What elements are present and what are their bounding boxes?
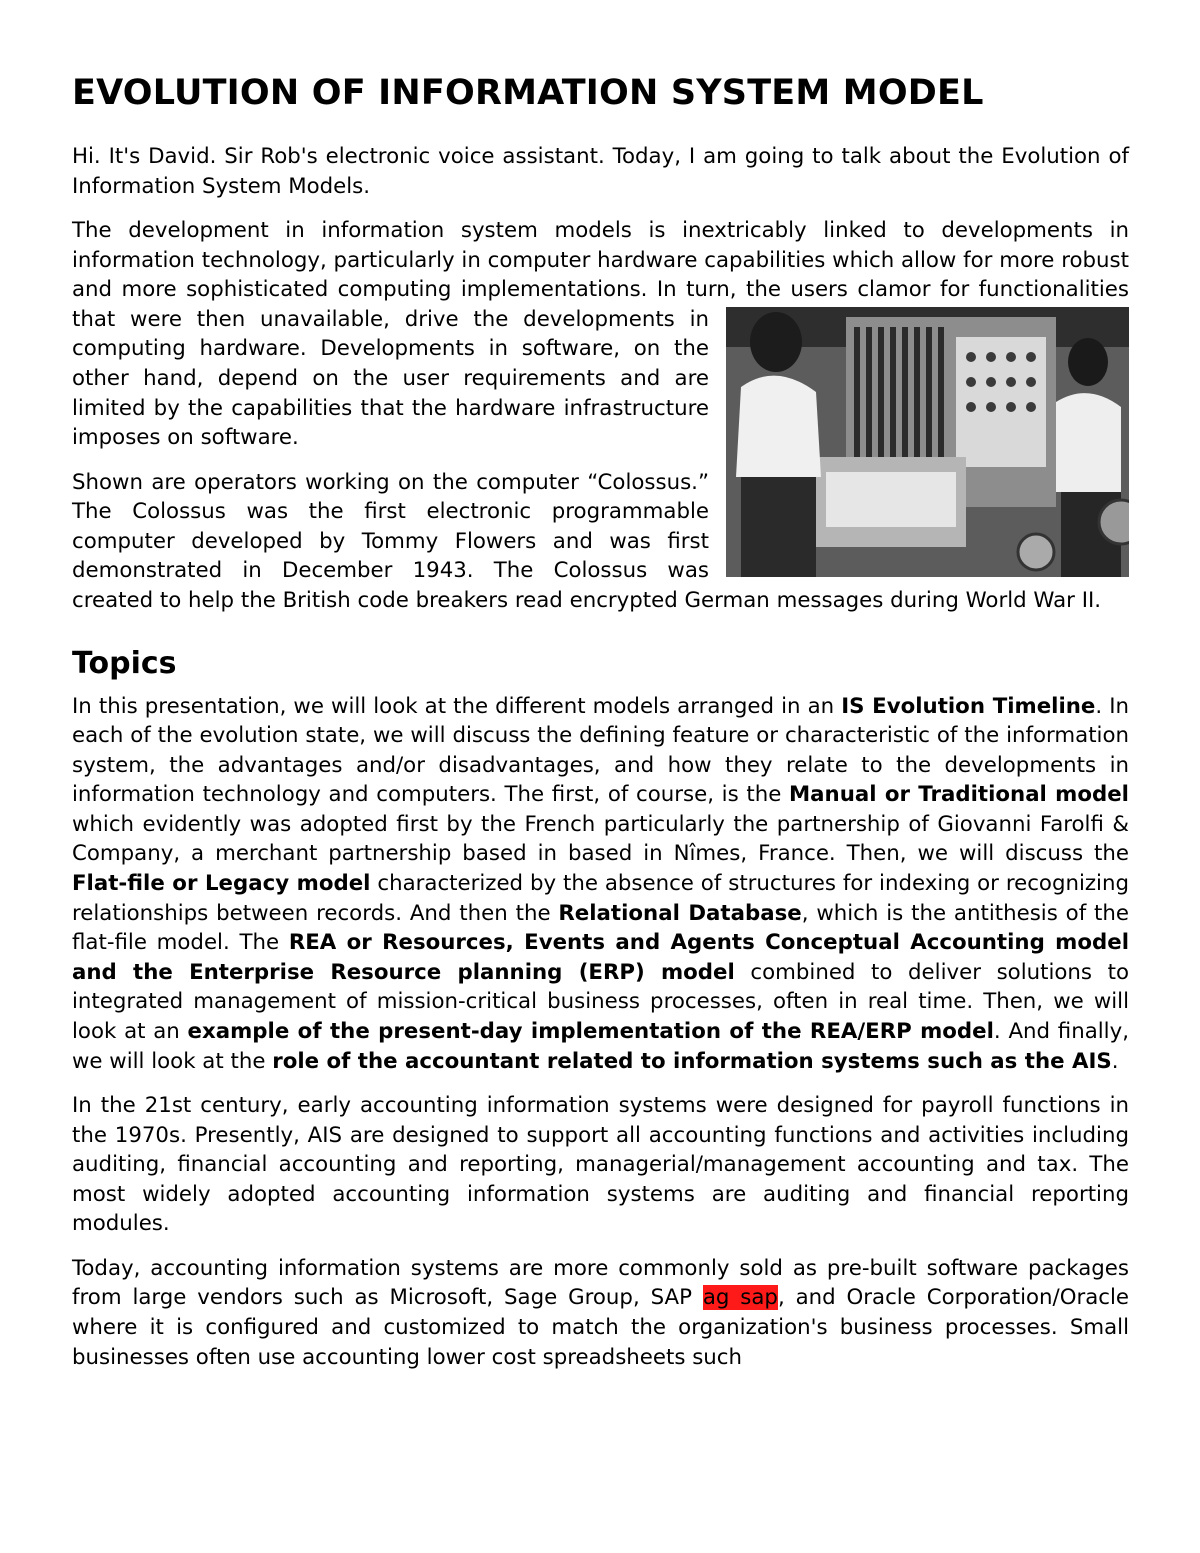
topics-text: . In each of the evolution state, we will discuss the defining feature or characteristic of the information system, the advantages and/or disadvantages, and how they relate to the developments in information technology and computers. The first, of course, is the xyxy=(72,693,1129,808)
topics-bold-flatfile: Flat-file or Legacy model xyxy=(72,871,371,897)
topics-paragraph xyxy=(72,692,1129,1077)
topics-text: . And finally, we will look at the xyxy=(72,1019,1129,1074)
today-paragraph xyxy=(72,1254,1129,1372)
colossus-photo xyxy=(726,307,1129,577)
page-title: EVOLUTION OF INFORMATION SYSTEM MODEL xyxy=(72,73,984,113)
topics-bold-manual: Manual or Traditional model xyxy=(788,782,1129,808)
topics-text: characterized by the absence of structures for indexing or recognizing relationships between records. And then the xyxy=(72,871,1129,926)
topics-bold-timeline: IS Evolution Timeline xyxy=(841,693,1096,719)
topics-bold-example: example of the present-day implementation of the REA/ERP model xyxy=(187,1019,994,1045)
today-text: Today, accounting information systems are more commonly sold as pre-built software packages from large vendors such as Microsoft, Sage Group, SAP xyxy=(72,1255,1129,1311)
document-page xyxy=(72,70,1129,1387)
topics-bold-relational: Relational Database xyxy=(558,900,802,926)
topics-heading: Topics xyxy=(72,645,177,681)
highlighted-text: ag sap xyxy=(702,1285,778,1311)
topics-text: combined to deliver solutions to integrated management of mission-critical business processes, often in real time. Then, we will look at an xyxy=(72,959,1129,1045)
topics-bold-role: role of the accountant related to information systems such as the AIS xyxy=(272,1048,1112,1074)
colossus-photo-drawing xyxy=(726,307,1129,577)
today-text: , and Oracle Corporation/Oracle where it is configured and customized to match the organization's business processes. Small businesses often use accounting lower cost spreadsheets such xyxy=(72,1285,1129,1370)
intro-paragraph: Hi. It's David. Sir Rob's electronic voice assistant. Today, I am going to talk about the Evolution of Information System Models. xyxy=(72,144,1129,199)
development-text: The development in information system models is inextricably linked to developments in information technology, particularly in computer hardware capabilities which allow for more robust and more sophisticated computing implementations. In turn, the users clamor for functionalities that were then unavailable, drive the developments in computing hardware. Developments in software, on the other hand, depend on the user requirements and are limited by the capabilities that the hardware infrastructure imposes on software. xyxy=(72,217,1129,451)
topics-bold-rea-erp: REA or Resources, Events and Agents Conceptual Accounting model and the Enterprise Resource planning (ERP) model xyxy=(72,930,1129,985)
colossus-text: Shown are operators working on the computer “Colossus.” The Colossus was the first electronic programmable computer developed by Tommy Flowers and was first demonstrated in December 1943. The Colossus was created to help the British code breakers read encrypted German messages during World War II. xyxy=(72,469,1102,613)
century-paragraph: In the 21st century, early accounting information systems were designed for payroll functions in the 1970s. Presently, AIS are designed to support all accounting functions and activities including auditing, financial accounting and reporting, managerial/management accounting and tax. The most widely adopted accounting information systems are auditing and financial reporting modules. xyxy=(72,1093,1129,1237)
topics-text: In this presentation, we will look at the different models arranged in an xyxy=(72,693,842,719)
topics-text: , which is the antithesis of the flat-file model. The xyxy=(72,900,1129,956)
topics-text: . xyxy=(1111,1048,1119,1074)
topics-text: which evidently was adopted first by the French particularly the partnership of Giovanni Farolfi & Company, a merchant partnership based in based in Nîmes, France. Then, we will discuss the xyxy=(72,811,1129,867)
